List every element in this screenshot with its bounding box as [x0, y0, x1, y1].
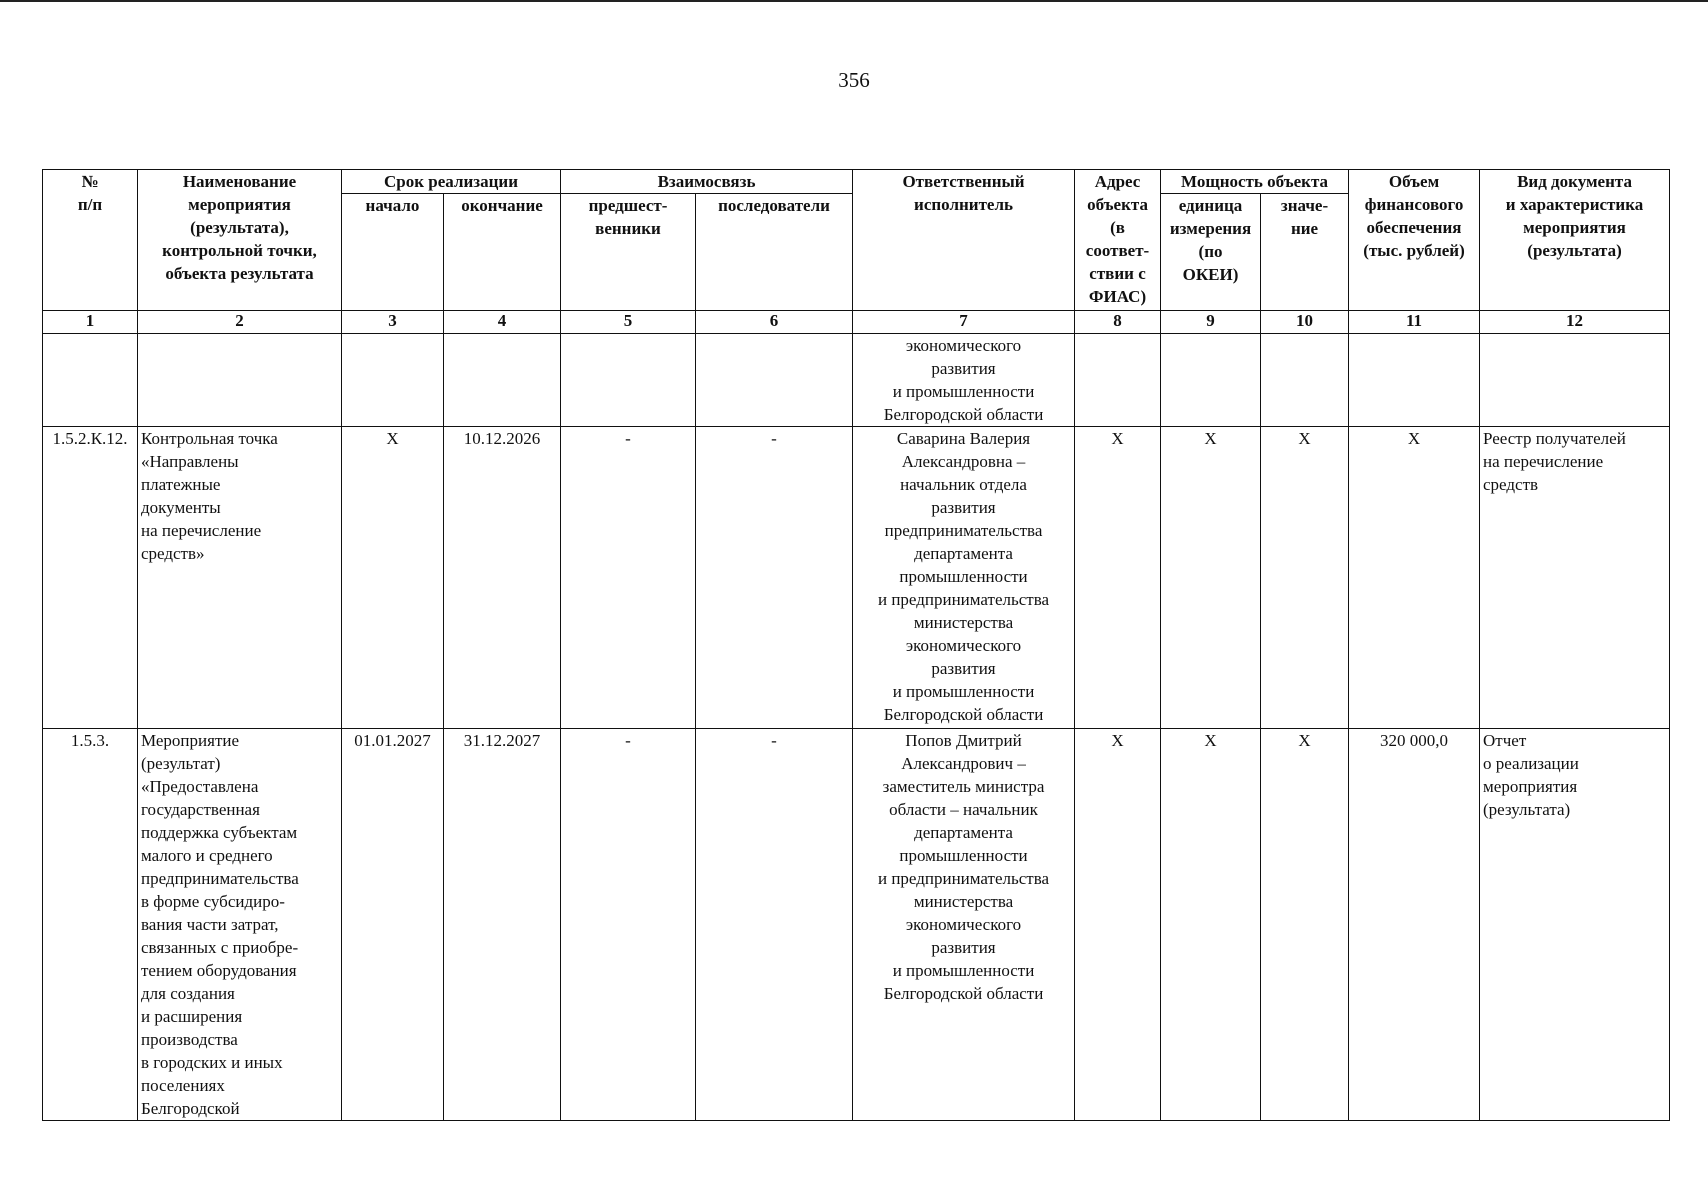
- header-doc-type: Вид документа и характеристика мероприятия (результата): [1480, 170, 1670, 311]
- page-top-edge: [0, 0, 1708, 2]
- cell-funding: 320 000,0: [1349, 729, 1480, 1121]
- cell-predecessors: [561, 334, 696, 427]
- cell-unit: [1161, 334, 1261, 427]
- header-end: окончание: [444, 194, 561, 311]
- cell-end: 10.12.2026: [444, 427, 561, 729]
- header-address: Адрес объекта (в соответ- ствии с ФИАС): [1075, 170, 1161, 311]
- cell-value: Х: [1261, 427, 1349, 729]
- page-number: 356: [838, 68, 870, 92]
- header-row-top: [43, 170, 1670, 194]
- cell-unit: Х: [1161, 427, 1261, 729]
- column-number: 2: [138, 311, 342, 334]
- cell-successors: -: [696, 427, 853, 729]
- cell-doc-type: Реестр получателей на перечисление средств: [1480, 427, 1670, 729]
- cell-predecessors: -: [561, 729, 696, 1121]
- cell-num: 1.5.3.: [43, 729, 138, 1121]
- cell-name: Мероприятие (результат) «Предоставлена государственная поддержка субъектам малого и среднего предпринимательства в форме субсидиро- вания части затрат, связанных с приобре- тением оборудования для создания и расширения производства в городских и иных поселениях Белгородской: [138, 729, 342, 1121]
- column-number: 1: [43, 311, 138, 334]
- cell-start: Х: [342, 427, 444, 729]
- column-number: 4: [444, 311, 561, 334]
- cell-predecessors: -: [561, 427, 696, 729]
- cell-start: [342, 334, 444, 427]
- cell-address: Х: [1075, 427, 1161, 729]
- table-row: [43, 334, 1670, 427]
- cell-num: 1.5.2.К.12.: [43, 427, 138, 729]
- column-number: 9: [1161, 311, 1261, 334]
- cell-address: Х: [1075, 729, 1161, 1121]
- cell-doc-type: Отчет о реализации мероприятия (результата): [1480, 729, 1670, 1121]
- cell-unit: Х: [1161, 729, 1261, 1121]
- cell-value: Х: [1261, 729, 1349, 1121]
- cell-end: 31.12.2027: [444, 729, 561, 1121]
- cell-end: [444, 334, 561, 427]
- cell-address: [1075, 334, 1161, 427]
- header-period: Срок реализации: [342, 170, 561, 194]
- cell-name: [138, 334, 342, 427]
- header-funding: Объем финансового обеспечения (тыс. рублей): [1349, 170, 1480, 311]
- column-number: 8: [1075, 311, 1161, 334]
- header-name: Наименование мероприятия (результата), контрольной точки, объекта результата: [138, 170, 342, 311]
- cell-num: [43, 334, 138, 427]
- header-start: начало: [342, 194, 444, 311]
- header-value: значе- ние: [1261, 194, 1349, 311]
- column-number: 6: [696, 311, 853, 334]
- column-number: 11: [1349, 311, 1480, 334]
- table-row: [43, 427, 1670, 729]
- header-num: № п/п: [43, 170, 138, 311]
- column-number: 12: [1480, 311, 1670, 334]
- header-capacity: Мощность объекта: [1161, 170, 1349, 194]
- cell-successors: -: [696, 729, 853, 1121]
- header-relation: Взаимосвязь: [561, 170, 853, 194]
- cell-funding: Х: [1349, 427, 1480, 729]
- cell-responsible: экономического развития и промышленности Белгородской области: [853, 334, 1075, 427]
- column-number: 5: [561, 311, 696, 334]
- column-numbers-row: [43, 311, 1670, 334]
- header-successors: последователи: [696, 194, 853, 311]
- activities-table: [42, 169, 1670, 1121]
- cell-responsible: Попов Дмитрий Александрович – заместитель министра области – начальник департамента промышленности и предпринимательства министерства экономического развития и промышленности Белгородской области: [853, 729, 1075, 1121]
- column-number: 7: [853, 311, 1075, 334]
- cell-name: Контрольная точка «Направлены платежные документы на перечисление средств»: [138, 427, 342, 729]
- header-predecessors: предшест- венники: [561, 194, 696, 311]
- cell-successors: [696, 334, 853, 427]
- cell-responsible: Саварина Валерия Александровна – начальник отдела развития предпринимательства департамента промышленности и предпринимательства министерства экономического развития и промышленности Белгородской области: [853, 427, 1075, 729]
- header-unit: единица измерения (по ОКЕИ): [1161, 194, 1261, 311]
- cell-doc-type: [1480, 334, 1670, 427]
- table-row: [43, 729, 1670, 1121]
- column-number: 10: [1261, 311, 1349, 334]
- cell-value: [1261, 334, 1349, 427]
- header-responsible: Ответственный исполнитель: [853, 170, 1075, 311]
- cell-funding: [1349, 334, 1480, 427]
- cell-start: 01.01.2027: [342, 729, 444, 1121]
- column-number: 3: [342, 311, 444, 334]
